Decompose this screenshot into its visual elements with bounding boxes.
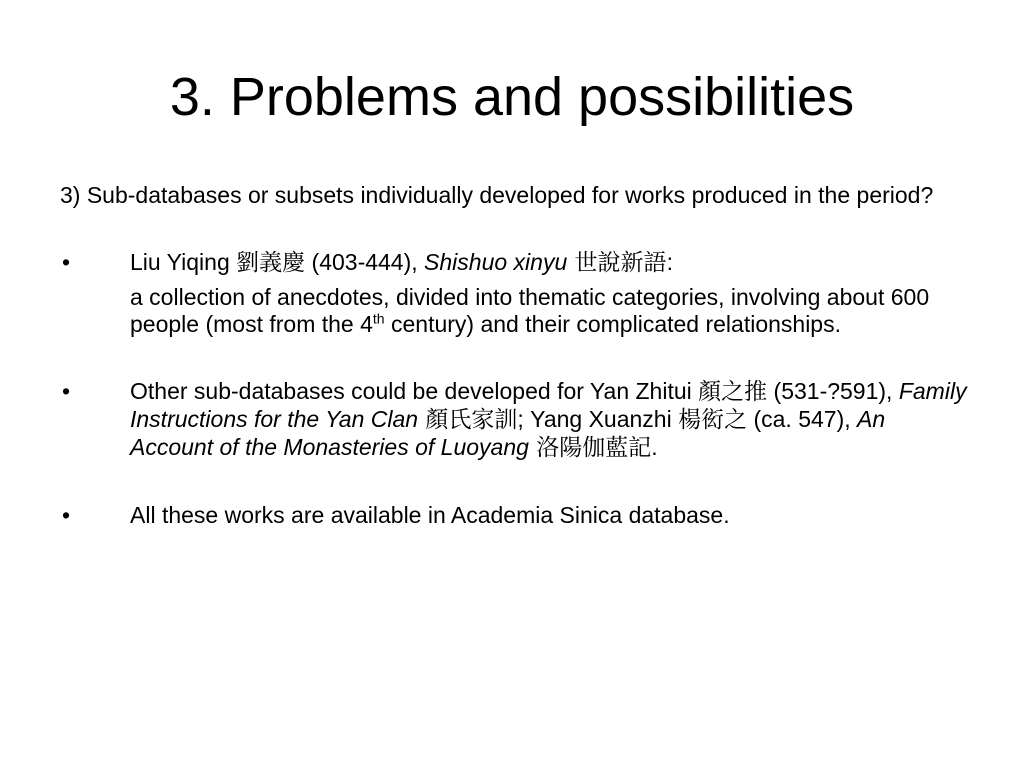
author-dates: (ca. 547),	[747, 406, 858, 432]
slide-body	[60, 182, 970, 569]
author-dates: (403-444),	[305, 249, 425, 275]
author-name-chinese: 劉義慶	[236, 250, 306, 276]
author-name: Liu Yiqing	[130, 249, 237, 275]
work-title-chinese: 顏氏家訓	[418, 407, 518, 433]
bullet-liu-yiqing	[60, 249, 970, 338]
bullet-row	[60, 502, 970, 529]
slide-title: 3. Problems and possibilities	[169, 67, 855, 127]
bullet-row	[60, 378, 970, 462]
bullet-marker: •	[62, 378, 71, 404]
bullet-text: All these works are available in Academia Sinica database.	[130, 502, 730, 528]
period: .	[651, 434, 658, 460]
work-description	[60, 284, 970, 338]
text-segment: ; Yang Xuanzhi	[517, 406, 679, 432]
ordinal-suffix: th	[372, 310, 385, 327]
work-title-chinese: 洛陽伽藍記	[528, 435, 652, 461]
bullet-marker: •	[62, 502, 71, 528]
bullet-academia-sinica	[60, 502, 970, 529]
description-text: a collection of anecdotes, divided into thematic categories, involving about 600 people (most from the 4	[130, 284, 930, 337]
bullet-marker: •	[62, 249, 71, 275]
bullet-other-sub-databases	[60, 378, 970, 462]
work-title: Shishuo xinyu	[424, 249, 568, 275]
work-title: An Account of the Monasteries of Luoyang	[130, 406, 886, 460]
author-name-chinese: 楊衒之	[678, 407, 748, 433]
intro-paragraph: 3) Sub-databases or subsets individually developed for works produced in the period?	[60, 182, 934, 208]
work-title: Family Instructions for the Yan Clan	[130, 378, 967, 432]
text-segment: Other sub-databases could be developed for Yan Zhitui	[130, 378, 699, 404]
author-name-chinese: 顏之推	[698, 379, 768, 405]
author-dates: (531-?591),	[767, 378, 899, 404]
bullet-row	[60, 249, 970, 277]
colon: :	[666, 249, 673, 275]
work-title-chinese: 世說新語	[567, 250, 667, 276]
description-text-end: century) and their complicated relationships.	[384, 311, 841, 337]
